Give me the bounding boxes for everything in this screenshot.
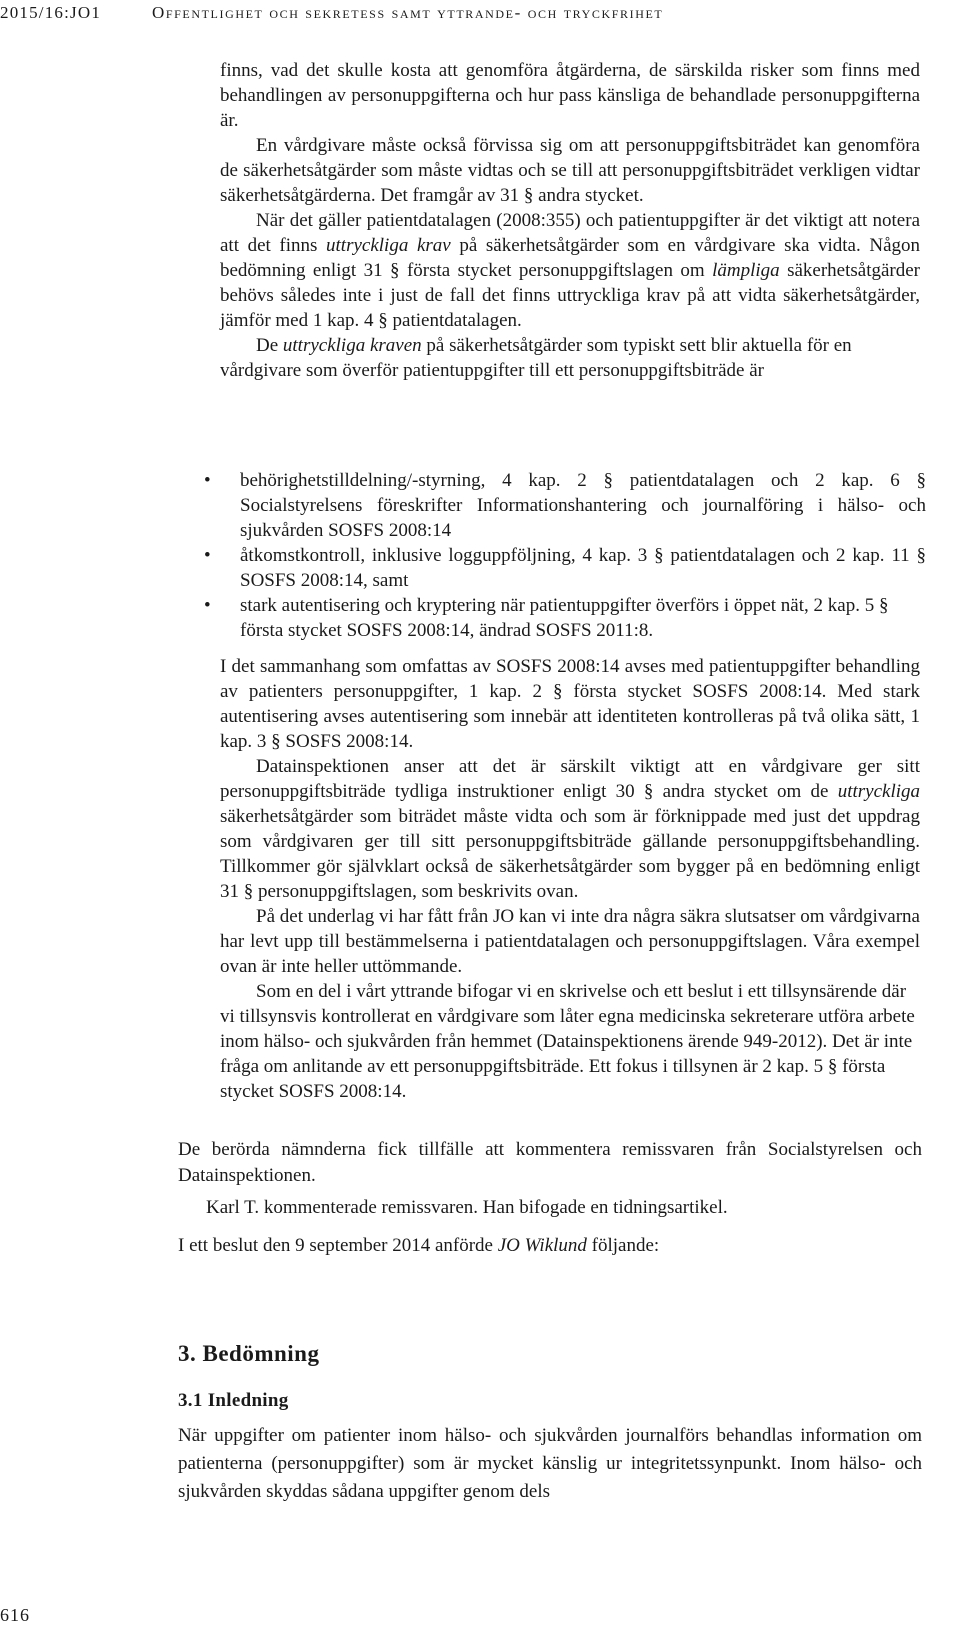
body-text: [178, 1137, 922, 1259]
bullet-icon: •: [204, 595, 211, 616]
list-item: • behörighetstilldelning/-styrning, 4 kap. 2 § patientdatalagen och 2 kap. 6 § Socialstyrelsens föreskrifter Informationshantering och journalföring i hälso- och sjukvården SOSFS 2008:14: [204, 470, 926, 541]
quote-paragraph: Som en del i vårt yttrande bifogar vi en skrivelse och ett beslut i ett tillsynsärende där vi tillsynsvis kontrollerat en vårdgivare som låter egna medicinska sekreterare utföra arbete inom hälso- och sjukvården från hemmet (Datainspektionens ärende 949-2012). Det är inte fråga om anlitande av ett personuppgiftsbiträde. Ett fokus i tillsynen är 2 kap. 5 § första stycket SOSFS 2008:14.: [220, 981, 915, 1102]
emphasis: uttryckliga krav: [326, 235, 451, 256]
bullet-icon: •: [204, 470, 211, 491]
section-text: [178, 1422, 922, 1506]
emphasis: uttryckliga: [837, 781, 920, 802]
body-paragraph: Karl T. kommenterade remissvaren. Han bifogade en tidningsartikel.: [206, 1197, 728, 1218]
body-paragraph: I ett beslut den 9 september 2014 anförde JO Wiklund följande:: [178, 1235, 660, 1256]
emphasis: lämpliga: [712, 260, 780, 281]
subsection-heading: 3.1 Inledning: [178, 1390, 289, 1411]
list-item: • åtkomstkontroll, inklusive logguppföljning, 4 kap. 3 § patientdatalagen och 2 kap. 11 § SOSFS 2008:14, samt: [204, 545, 926, 591]
quote-paragraph: I det sammanhang som omfattas av SOSFS 2008:14 avses med patientuppgifter behandling av patienters personuppgifter, 1 kap. 2 § första stycket SOSFS 2008:14. Med stark autentisering avses autentisering som innebär att identiteten kontrolleras på två olika sätt, 1 kap. 3 § SOSFS 2008:14.: [220, 656, 920, 752]
bullet-icon: •: [204, 545, 211, 566]
quote-paragraph: finns, vad det skulle kosta att genomföra åtgärderna, de särskilda risker som finns med behandlingen av personuppgifterna och hur pass känsliga de behandlade personuppgifterna är.: [220, 60, 920, 131]
emphasis: uttryckliga kraven: [282, 335, 422, 356]
body-paragraph: När uppgifter om patienter inom hälso- och sjukvården journalförs behandlas information om patienterna (personuppgifter) som är mycket känslig ur integritetssynpunkt. Inom hälso- och sjukvården skyddas sådana uppgifter genom dels: [178, 1425, 922, 1502]
quote-block: [220, 58, 920, 383]
list-item: • stark autentisering och kryptering när patientuppgifter överförs i öppet nät, 2 kap. 5 § första stycket SOSFS 2008:14, ändrad SOSFS 2011:8.: [204, 595, 889, 641]
page-number: 616: [0, 1605, 30, 1625]
section-heading: 3. Bedömning: [178, 1341, 320, 1366]
quote-paragraph: De uttryckliga kraven på säkerhetsåtgärder som typiskt sett blir aktuella för en vårdgivare som överför patientuppgifter till ett personuppgiftsbiträde är: [220, 335, 852, 381]
running-title: Offentlighet och sekretess samt yttrande- och tryckfrihet: [152, 3, 664, 22]
series-number: 2015/16:JO1: [0, 3, 102, 22]
quote-paragraph: En vårdgivare måste också förvissa sig om att personuppgiftsbiträdet kan genomföra de säkerhetsåtgärder som måste vidtas och se till att personuppgiftsbiträdet verkligen vidtar säkerhetsåtgärderna. Det framgår av 31 § andra stycket.: [220, 135, 920, 206]
quote-block-continued: [220, 654, 920, 1104]
body-paragraph: De berörda nämnderna fick tillfälle att kommentera remissvaren från Socialstyrelsen och Datainspektionen.: [178, 1139, 922, 1186]
quote-paragraph: När det gäller patientdatalagen (2008:355) och patientuppgifter är det viktigt att notera att det finns uttryckliga krav på säkerhetsåtgärder som en vårdgivare ska vidta. Någon bedömning enligt 31 § första stycket personuppgiftslagen om lämpliga säkerhetsåtgärder behövs således inte i just de fall det finns uttryckliga krav på att vidta säkerhetsåtgärder, jämför med 1 kap. 4 § patientdatalagen.: [220, 210, 921, 331]
bullet-list: [204, 468, 926, 643]
running-header: [0, 0, 960, 26]
quote-paragraph: Datainspektionen anser att det är särskilt viktigt att en vårdgivare ger sitt personuppgiftsbiträde tydliga instruktioner enligt 30 § andra stycket om de uttryckliga säkerhetsåtgärder som biträdet måste vidta och som är förknippade med just det uppdrag som vårdgivaren ger till sitt personuppgiftsbiträde gällande personuppgiftsbehandling. Tillkommer gör självklart också de säkerhetsåtgärder som bygger på en bedömning enligt 31 § personuppgiftslagen, som beskrivits ovan.: [220, 756, 920, 902]
quote-paragraph: På det underlag vi har fått från JO kan vi inte dra några säkra slutsatser om vårdgivarna har levt upp till bestämmelserna i patientdatalagen och personuppgiftslagen. Våra exempel ovan är inte heller uttömmande.: [220, 906, 920, 977]
emphasis: JO Wiklund: [497, 1235, 587, 1256]
